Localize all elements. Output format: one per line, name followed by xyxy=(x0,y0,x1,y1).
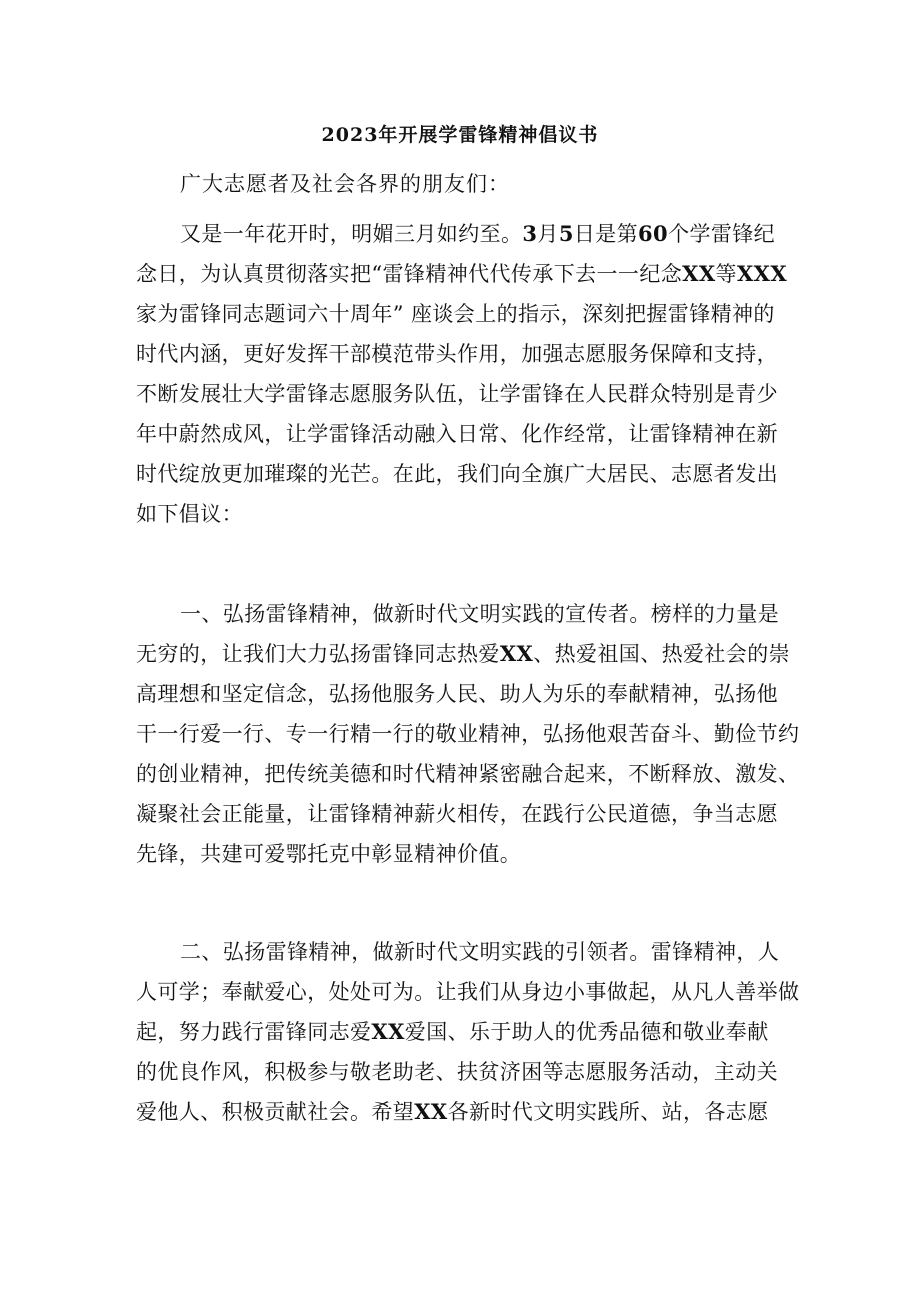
paragraph-line: 又是一年花开时，明媚三月如约至。3月5日是第60个学雷锋纪 xyxy=(180,221,776,246)
paragraph-line: 时代内涵，更好发挥干部模范带头作用，加强志愿服务保障和支持， xyxy=(136,342,778,366)
paragraph-line: 无穷的，让我们大力弘扬雷锋同志热爱XX、热爱祖国、热爱社会的崇 xyxy=(136,641,791,666)
document-title: 2023年开展学雷锋精神倡议书 xyxy=(321,124,599,146)
paragraph-line: 如下倡议： xyxy=(136,502,243,526)
paragraph-line: 时代绽放更加璀璨的光芒。在此，我们向全旗广大居民、志愿者发出 xyxy=(136,462,778,486)
paragraph-proposal-one xyxy=(136,594,800,874)
paragraph-line: 念日，为认真贯彻落实把“雷锋精神代代传承下去一一纪念XX等XXX xyxy=(136,261,788,286)
paragraph-line: 一、弘扬雷锋精神，做新时代文明实践的宣传者。榜样的力量是 xyxy=(180,602,780,626)
paragraph-proposal-two xyxy=(136,932,800,1132)
paragraph-line: 年中蔚然成风，让学雷锋活动融入日常、化作经常，让雷锋精神在新 xyxy=(136,422,778,446)
paragraph-line: 的优良作风，积极参与敬老助老、扶贫济困等志愿服务活动，主动关 xyxy=(136,1060,778,1084)
paragraph-line: 凝聚社会正能量，让雷锋精神薪火相传，在践行公民道德，争当志愿 xyxy=(136,802,778,826)
paragraph-line: 高理想和坚定信念，弘扬他服务人民、助人为乐的奉献精神，弘扬他 xyxy=(136,682,778,706)
paragraph-line: 二、弘扬雷锋精神，做新时代文明实践的引领者。雷锋精神，人 xyxy=(180,940,780,964)
paragraph-line: 爱他人、积极贡献社会。希望XX各新时代文明实践所、站，各志愿 xyxy=(136,1099,769,1124)
paragraph-line: 干一行爱一行、专一行精一行的敬业精神，弘扬他艰苦奋斗、勤俭节约 xyxy=(136,722,800,746)
paragraph-line: 人可学；奉献爱心，处处可为。让我们从身边小事做起，从凡人善举做 xyxy=(136,980,800,1004)
paragraph-line: 不断发展壮大学雷锋志愿服务队伍，让学雷锋在人民群众特别是青少 xyxy=(136,382,778,406)
paragraph-intro xyxy=(136,214,800,534)
paragraph-line: 起，努力践行雷锋同志爱XX爱国、乐于助人的优秀品德和敬业奉献 xyxy=(136,1019,769,1044)
greeting-line: 广大志愿者及社会各界的朋友们： xyxy=(180,172,510,196)
paragraph-line: 家为雷锋同志题词六十周年” 座谈会上的指示，深刻把握雷锋精神的 xyxy=(136,302,775,326)
paragraph-line: 的创业精神，把传统美德和时代精神紧密融合起来，不断释放、激发、 xyxy=(136,762,800,786)
paragraph-line: 先锋，共建可爱鄂托克中彰显精神价值。 xyxy=(136,842,522,866)
